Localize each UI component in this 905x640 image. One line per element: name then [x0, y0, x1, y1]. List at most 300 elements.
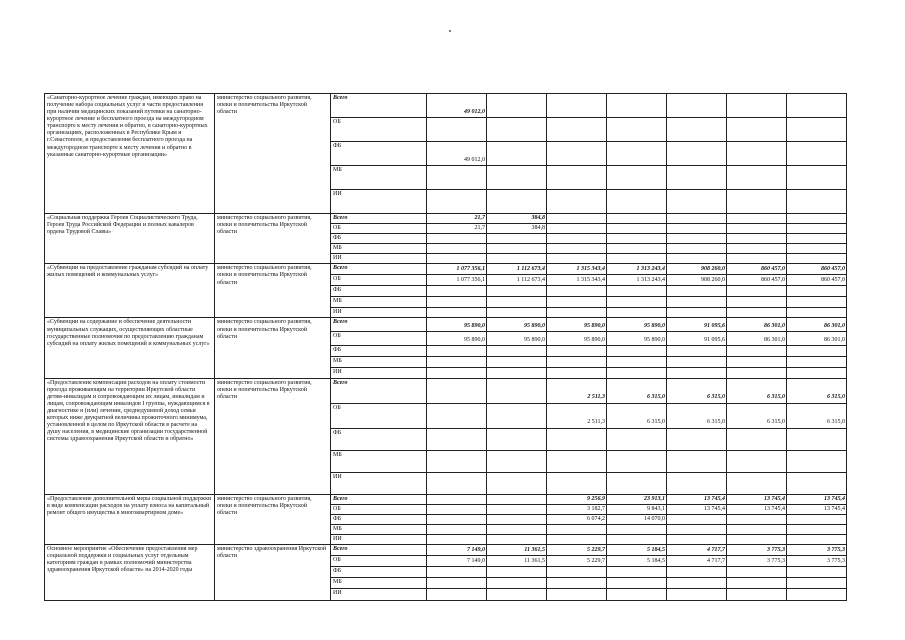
amount-cell: [487, 297, 547, 308]
funding-source: ФБ: [331, 566, 427, 577]
measure-description: «Субвенции на предоставление гражданам субсидий на оплату жилых помещений и коммунальных услуг»: [45, 264, 215, 318]
amount-cell: [607, 577, 667, 588]
amount-cell: 95 890,0: [487, 332, 547, 346]
amount-cell: [667, 514, 727, 524]
amount-cell: [487, 534, 547, 544]
amount-cell: [607, 472, 667, 494]
amount-cell: [667, 534, 727, 544]
amount-cell: [487, 244, 547, 254]
amount-cell: [487, 494, 547, 504]
amount-cell: [727, 224, 787, 234]
amount-cell: 11 361,5: [487, 544, 547, 555]
amount-cell: 5 229,7: [547, 555, 607, 566]
amount-cell: [547, 244, 607, 254]
funding-source: Всего: [331, 544, 427, 555]
funding-source: Всего: [331, 94, 427, 118]
funding-source: ИИ: [331, 472, 427, 494]
amount-cell: 95 890,0: [607, 332, 667, 346]
amount-cell: [727, 346, 787, 357]
responsible-executor: министерство здравоохранения Иркутской области: [215, 544, 331, 600]
amount-cell: [427, 166, 487, 190]
amount-cell: 23 913,1: [607, 494, 667, 504]
table-row: [45, 544, 847, 555]
funding-source: МБ: [331, 297, 427, 308]
amount-cell: 860 457,0: [727, 275, 787, 286]
amount-cell: [727, 166, 787, 190]
amount-cell: [547, 214, 607, 224]
amount-cell: [607, 297, 667, 308]
amount-cell: [787, 94, 847, 118]
amount-cell: [487, 378, 547, 403]
amount-cell: [727, 534, 787, 544]
amount-cell: [427, 428, 487, 450]
amount-cell: [787, 190, 847, 214]
amount-cell: [547, 357, 607, 368]
measure-description: «Предоставление дополнительной меры социальной поддержки в виде компенсации расходов на уплату взноса на капитальный ремонт общего имущества в многоквартирном доме»: [45, 494, 215, 544]
budget-table: [44, 93, 847, 601]
amount-cell: 7 149,0: [427, 555, 487, 566]
amount-cell: [487, 308, 547, 318]
amount-cell: 91 095,6: [667, 318, 727, 332]
funding-source: МБ: [331, 166, 427, 190]
funding-source: ОБ: [331, 332, 427, 346]
amount-cell: 1 112 673,4: [487, 264, 547, 275]
amount-cell: 1 112 673,4: [487, 275, 547, 286]
amount-cell: [607, 524, 667, 534]
amount-cell: [607, 588, 667, 600]
amount-cell: [607, 308, 667, 318]
amount-cell: [487, 234, 547, 244]
amount-cell: [547, 224, 607, 234]
amount-cell: 91 095,6: [667, 332, 727, 346]
amount-cell: [787, 346, 847, 357]
amount-cell: 95 890,0: [607, 318, 667, 332]
amount-cell: [667, 94, 727, 118]
amount-cell: 13 745,4: [787, 504, 847, 514]
amount-cell: [487, 346, 547, 357]
amount-cell: [787, 308, 847, 318]
amount-cell: [427, 494, 487, 504]
amount-cell: [667, 588, 727, 600]
amount-cell: 6 315,0: [787, 378, 847, 403]
amount-cell: [787, 534, 847, 544]
responsible-executor: министерство социального развития, опеки и попечительства Иркутской области: [215, 264, 331, 318]
amount-cell: [487, 566, 547, 577]
amount-cell: [427, 472, 487, 494]
amount-cell: [727, 308, 787, 318]
amount-cell: 6 315,0: [667, 403, 727, 428]
amount-cell: [787, 297, 847, 308]
amount-cell: [667, 368, 727, 378]
amount-cell: 6 315,0: [727, 378, 787, 403]
amount-cell: [667, 308, 727, 318]
amount-cell: [667, 118, 727, 142]
amount-cell: 384,8: [487, 224, 547, 234]
funding-source: Всего: [331, 494, 427, 504]
amount-cell: [667, 190, 727, 214]
funding-source: ИИ: [331, 534, 427, 544]
funding-source: ОБ: [331, 275, 427, 286]
amount-cell: [487, 403, 547, 428]
funding-source: Всего: [331, 214, 427, 224]
funding-source: ФБ: [331, 346, 427, 357]
amount-cell: [607, 286, 667, 297]
amount-cell: [667, 244, 727, 254]
funding-source: МБ: [331, 244, 427, 254]
measure-description: «Социальная поддержка Героев Социалистического Труда, Героев Труда Российской Федерации и полных кавалеров ордена Трудовой Славы»: [45, 214, 215, 264]
amount-cell: 5 184,5: [607, 555, 667, 566]
amount-cell: [727, 244, 787, 254]
amount-cell: 13 745,4: [667, 504, 727, 514]
amount-cell: [487, 368, 547, 378]
amount-cell: [607, 118, 667, 142]
amount-cell: [487, 286, 547, 297]
amount-cell: [727, 524, 787, 534]
amount-cell: [547, 346, 607, 357]
amount-cell: [547, 450, 607, 472]
funding-source: Всего: [331, 318, 427, 332]
amount-cell: [427, 346, 487, 357]
amount-cell: [667, 577, 727, 588]
amount-cell: 860 457,0: [787, 264, 847, 275]
amount-cell: [787, 118, 847, 142]
amount-cell: [607, 190, 667, 214]
amount-cell: 4 717,7: [667, 544, 727, 555]
responsible-executor: министерство социального развития, опеки и попечительства Иркутской области: [215, 494, 331, 544]
amount-cell: [427, 403, 487, 428]
amount-cell: [727, 357, 787, 368]
amount-cell: 6 074,2: [547, 514, 607, 524]
amount-cell: [667, 142, 727, 166]
amount-cell: [427, 450, 487, 472]
amount-cell: 11 361,5: [487, 555, 547, 566]
amount-cell: [787, 244, 847, 254]
amount-cell: 21,7: [427, 224, 487, 234]
amount-cell: 9 843,1: [607, 504, 667, 514]
amount-cell: [787, 428, 847, 450]
responsible-executor: министерство социального развития, опеки и попечительства Иркутской области: [215, 94, 331, 214]
funding-source: Всего: [331, 264, 427, 275]
amount-cell: [667, 254, 727, 264]
amount-cell: 6 315,0: [727, 403, 787, 428]
amount-cell: [727, 577, 787, 588]
measure-description: «Субвенции на содержание и обеспечение деятельности муниципальных служащих, осуществляющих областные государственные полномочия по предоставлению гражданам субсидий на оплату жилых помещений и коммунальных услуг»: [45, 318, 215, 378]
amount-cell: 3 775,3: [787, 555, 847, 566]
funding-source: ИИ: [331, 308, 427, 318]
amount-cell: [487, 357, 547, 368]
responsible-executor: министерство социального развития, опеки и попечительства Иркутской области: [215, 214, 331, 264]
amount-cell: [727, 472, 787, 494]
amount-cell: [667, 286, 727, 297]
table-row: [45, 318, 847, 332]
amount-cell: 2 511,3: [547, 378, 607, 403]
amount-cell: 6 315,0: [787, 403, 847, 428]
amount-cell: [427, 244, 487, 254]
amount-cell: [487, 504, 547, 514]
amount-cell: [607, 368, 667, 378]
amount-cell: [547, 308, 607, 318]
amount-cell: [667, 234, 727, 244]
amount-cell: [487, 142, 547, 166]
amount-cell: 3 775,3: [727, 544, 787, 555]
amount-cell: [787, 514, 847, 524]
amount-cell: 908 260,0: [667, 275, 727, 286]
amount-cell: [667, 214, 727, 224]
amount-cell: 13 745,4: [787, 494, 847, 504]
amount-cell: [727, 286, 787, 297]
table-row: [45, 494, 847, 504]
amount-cell: [427, 308, 487, 318]
amount-cell: [487, 94, 547, 118]
funding-source: ОБ: [331, 555, 427, 566]
amount-cell: [607, 244, 667, 254]
amount-cell: 1 313 243,4: [607, 264, 667, 275]
amount-cell: [547, 118, 607, 142]
amount-cell: [427, 357, 487, 368]
amount-cell: [787, 357, 847, 368]
amount-cell: [547, 524, 607, 534]
funding-source: ОБ: [331, 224, 427, 234]
amount-cell: [667, 297, 727, 308]
amount-cell: 95 890,0: [487, 318, 547, 332]
funding-source: ОБ: [331, 403, 427, 428]
amount-cell: 49 012,0: [427, 142, 487, 166]
scan-mark: [449, 30, 451, 32]
amount-cell: 21,7: [427, 214, 487, 224]
amount-cell: 1 077 356,1: [427, 264, 487, 275]
amount-cell: [787, 254, 847, 264]
amount-cell: [427, 118, 487, 142]
funding-source: ФБ: [331, 234, 427, 244]
amount-cell: [487, 254, 547, 264]
responsible-executor: министерство социального развития, опеки и попечительства Иркутской области: [215, 318, 331, 378]
funding-source: ФБ: [331, 514, 427, 524]
amount-cell: [607, 566, 667, 577]
funding-source: ИИ: [331, 368, 427, 378]
funding-source: ФБ: [331, 286, 427, 297]
amount-cell: 1 313 243,4: [607, 275, 667, 286]
amount-cell: [607, 234, 667, 244]
amount-cell: [727, 214, 787, 224]
amount-cell: [787, 450, 847, 472]
amount-cell: [727, 566, 787, 577]
amount-cell: [427, 234, 487, 244]
amount-cell: 908 260,0: [667, 264, 727, 275]
amount-cell: [667, 224, 727, 234]
funding-source: ИИ: [331, 190, 427, 214]
amount-cell: 6 315,0: [607, 403, 667, 428]
table-body: [45, 94, 847, 601]
amount-cell: 86 301,0: [787, 318, 847, 332]
measure-description: «Предоставление компенсации расходов на оплату стоимости проезда проживающим на территории Иркутской области детям-инвалидам и сопровождающим их лицам, инвалидам и лицам, сопровождающим инвалидов I группы, нуждающимся в диагностике и (или) лечении, среднедушевой доход семьи которых ниже двукратной величины прожиточного минимума, установленной в целом по Иркутской области в расчете на душу населения, в медицинские организации государственной системы здравоохранения Иркутской области и обратно»: [45, 378, 215, 494]
amount-cell: [727, 428, 787, 450]
amount-cell: [427, 286, 487, 297]
amount-cell: 860 457,0: [787, 275, 847, 286]
amount-cell: 9 256,9: [547, 494, 607, 504]
amount-cell: [607, 534, 667, 544]
amount-cell: [427, 254, 487, 264]
amount-cell: [427, 514, 487, 524]
amount-cell: [487, 118, 547, 142]
amount-cell: [547, 566, 607, 577]
funding-source: ОБ: [331, 118, 427, 142]
amount-cell: 1 315 343,4: [547, 275, 607, 286]
amount-cell: [667, 357, 727, 368]
amount-cell: 2 511,3: [547, 403, 607, 428]
funding-source: ИИ: [331, 588, 427, 600]
amount-cell: 5 229,7: [547, 544, 607, 555]
amount-cell: [607, 224, 667, 234]
amount-cell: [427, 368, 487, 378]
amount-cell: 5 184,5: [607, 544, 667, 555]
amount-cell: [427, 524, 487, 534]
amount-cell: [487, 514, 547, 524]
amount-cell: 86 301,0: [727, 332, 787, 346]
amount-cell: [787, 524, 847, 534]
amount-cell: [787, 588, 847, 600]
amount-cell: [727, 514, 787, 524]
amount-cell: [787, 166, 847, 190]
amount-cell: [487, 166, 547, 190]
funding-source: МБ: [331, 577, 427, 588]
amount-cell: 95 890,0: [547, 332, 607, 346]
amount-cell: [787, 566, 847, 577]
amount-cell: 13 745,4: [727, 494, 787, 504]
amount-cell: [787, 142, 847, 166]
amount-cell: [607, 346, 667, 357]
amount-cell: [727, 297, 787, 308]
amount-cell: 49 012,0: [427, 94, 487, 118]
amount-cell: [547, 428, 607, 450]
amount-cell: 3 775,3: [787, 544, 847, 555]
amount-cell: [727, 142, 787, 166]
amount-cell: [487, 450, 547, 472]
funding-source: МБ: [331, 450, 427, 472]
amount-cell: [487, 588, 547, 600]
amount-cell: [727, 254, 787, 264]
amount-cell: [547, 297, 607, 308]
funding-source: ФБ: [331, 428, 427, 450]
amount-cell: 95 890,0: [427, 318, 487, 332]
funding-source: ФБ: [331, 142, 427, 166]
amount-cell: [607, 357, 667, 368]
amount-cell: [547, 166, 607, 190]
amount-cell: 860 457,0: [727, 264, 787, 275]
funding-source: ИИ: [331, 254, 427, 264]
amount-cell: [727, 450, 787, 472]
amount-cell: [487, 524, 547, 534]
amount-cell: 3 775,3: [727, 555, 787, 566]
amount-cell: [427, 534, 487, 544]
amount-cell: [547, 286, 607, 297]
amount-cell: [607, 214, 667, 224]
amount-cell: 384,8: [487, 214, 547, 224]
amount-cell: 7 149,0: [427, 544, 487, 555]
amount-cell: [547, 472, 607, 494]
amount-cell: 6 315,0: [607, 378, 667, 403]
amount-cell: 95 890,0: [427, 332, 487, 346]
amount-cell: 3 182,7: [547, 504, 607, 514]
amount-cell: [667, 472, 727, 494]
amount-cell: [427, 297, 487, 308]
amount-cell: [727, 118, 787, 142]
amount-cell: 6 315,0: [667, 378, 727, 403]
amount-cell: [547, 142, 607, 166]
table-row: [45, 378, 847, 403]
amount-cell: [547, 534, 607, 544]
amount-cell: [727, 234, 787, 244]
table-row: [45, 214, 847, 224]
amount-cell: 86 301,0: [727, 318, 787, 332]
table-row: [45, 264, 847, 275]
funding-source: МБ: [331, 357, 427, 368]
responsible-executor: министерство социального развития, опеки и попечительства Иркутской области: [215, 378, 331, 494]
amount-cell: [487, 577, 547, 588]
amount-cell: [607, 142, 667, 166]
amount-cell: [607, 450, 667, 472]
amount-cell: [487, 190, 547, 214]
table-row: [45, 94, 847, 118]
amount-cell: [607, 428, 667, 450]
amount-cell: [547, 94, 607, 118]
amount-cell: [427, 504, 487, 514]
amount-cell: [787, 577, 847, 588]
amount-cell: [787, 368, 847, 378]
amount-cell: [547, 254, 607, 264]
amount-cell: 14 070,0: [607, 514, 667, 524]
amount-cell: [547, 234, 607, 244]
funding-source: Всего: [331, 378, 427, 403]
amount-cell: [427, 577, 487, 588]
amount-cell: [547, 190, 607, 214]
amount-cell: [667, 428, 727, 450]
amount-cell: 4 717,7: [667, 555, 727, 566]
amount-cell: [667, 566, 727, 577]
amount-cell: [427, 566, 487, 577]
amount-cell: 86 301,0: [787, 332, 847, 346]
amount-cell: [547, 368, 607, 378]
amount-cell: [727, 588, 787, 600]
amount-cell: [787, 214, 847, 224]
amount-cell: [487, 472, 547, 494]
amount-cell: [727, 368, 787, 378]
amount-cell: [607, 166, 667, 190]
amount-cell: [667, 524, 727, 534]
amount-cell: [427, 378, 487, 403]
amount-cell: 13 745,4: [667, 494, 727, 504]
amount-cell: [787, 224, 847, 234]
amount-cell: [787, 234, 847, 244]
amount-cell: 13 745,4: [727, 504, 787, 514]
funding-source: ОБ: [331, 504, 427, 514]
amount-cell: [727, 190, 787, 214]
amount-cell: 95 890,0: [547, 318, 607, 332]
amount-cell: [487, 428, 547, 450]
measure-description: Основное мероприятие «Обеспечение предоставления мер социальной поддержки и социальных услуг отдельным категориям граждан в рамках полномочий министерства здравоохранения Иркутской области» на 2014-2020 годы: [45, 544, 215, 600]
amount-cell: [667, 166, 727, 190]
amount-cell: [787, 286, 847, 297]
amount-cell: [727, 94, 787, 118]
amount-cell: [427, 190, 487, 214]
amount-cell: 1 315 343,4: [547, 264, 607, 275]
amount-cell: [547, 577, 607, 588]
amount-cell: [427, 588, 487, 600]
amount-cell: [607, 94, 667, 118]
amount-cell: 1 077 356,1: [427, 275, 487, 286]
funding-source: МБ: [331, 524, 427, 534]
amount-cell: [547, 588, 607, 600]
amount-cell: [607, 254, 667, 264]
